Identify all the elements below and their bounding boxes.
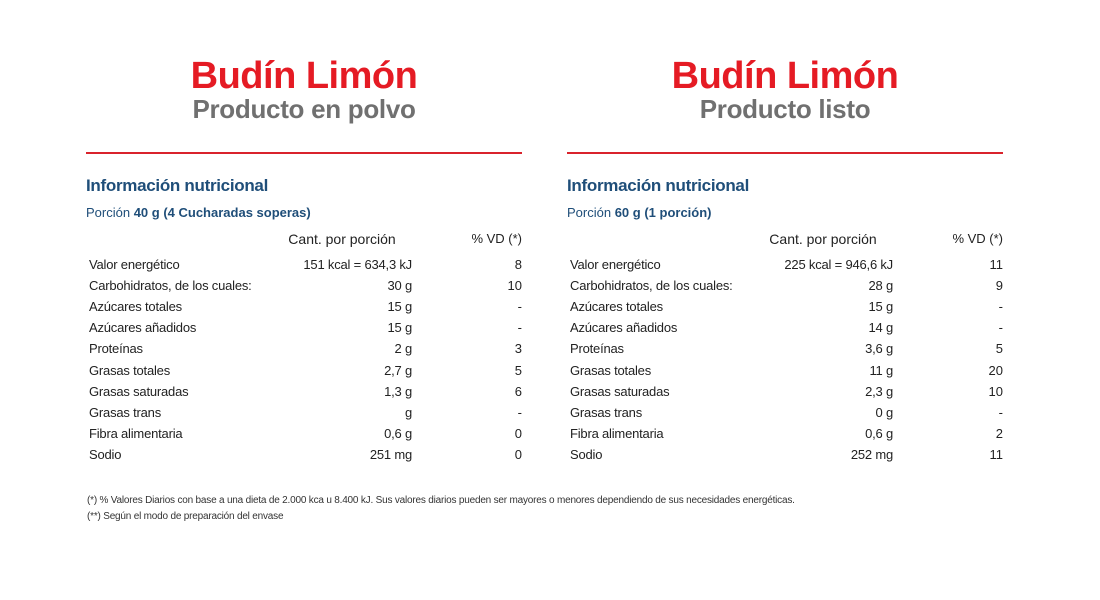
nutrient-name: Azúcares totales (89, 299, 182, 315)
nutrient-name: Valor energético (570, 257, 661, 272)
nutrient-name: Valor energético (89, 257, 180, 272)
portion-value: 40 g (4 Cucharadas soperas) (133, 205, 311, 220)
portion-line (567, 205, 712, 221)
nutrient-vd: - (998, 320, 1003, 336)
nutrient-row (567, 404, 1003, 425)
nutrient-name: Grasas totales (89, 362, 171, 378)
nutrient-name: Azúcares añadidos (570, 320, 678, 336)
nutrient-name: Azúcares totales (570, 299, 663, 315)
divider (567, 152, 1003, 154)
info-title: Información nutricional (86, 176, 269, 195)
nutrient-row (567, 425, 1003, 446)
portion-prefix: Porción (567, 205, 612, 220)
nutrient-vd: - (998, 404, 1003, 420)
nutrient-qty: 2,3 g (865, 383, 893, 399)
portion-value: 60 g (1 porción) (614, 205, 712, 220)
nutrient-vd: - (998, 299, 1003, 315)
nutrient-name: Grasas saturadas (89, 383, 189, 399)
nutrient-vd: 3 (514, 341, 522, 357)
nutrient-row (86, 277, 522, 298)
nutrient-row (567, 277, 1003, 298)
nutrient-qty: g (404, 404, 412, 420)
nutrient-name: Carbohidratos, de los cuales: (570, 278, 733, 294)
nutrient-qty: 15 g (387, 299, 412, 315)
nutrient-qty: 0,6 g (384, 425, 412, 441)
nutrient-qty: 14 g (868, 320, 893, 336)
portion-prefix: Porción (86, 205, 131, 220)
product-title: Budín Limón (190, 55, 418, 97)
nutrient-row (567, 319, 1003, 340)
nutrient-row (86, 298, 522, 319)
nutrient-vd: 6 (514, 383, 522, 399)
info-title: Información nutricional (567, 176, 750, 195)
nutrient-name: Sodio (89, 446, 122, 462)
header-vd: % VD (*) (471, 231, 522, 246)
nutrient-name: Fibra alimentaria (89, 425, 183, 441)
nutrient-vd: 10 (507, 278, 522, 294)
nutrient-qty: 151 kcal = 634,3 kJ (303, 257, 412, 272)
nutrient-vd: 10 (988, 383, 1003, 399)
nutrient-row (567, 383, 1003, 404)
nutrient-vd: 0 (514, 446, 522, 462)
nutrient-row (86, 362, 522, 383)
nutrient-vd: 5 (995, 341, 1003, 357)
nutrient-row (86, 340, 522, 361)
product-title: Budín Limón (671, 55, 899, 97)
divider (86, 152, 522, 154)
nutrient-vd: 2 (995, 425, 1003, 441)
nutrient-name: Sodio (570, 446, 603, 462)
nutrient-qty: 2,7 g (384, 362, 412, 378)
nutrient-qty: 2 g (394, 341, 412, 357)
nutrient-qty: 0,6 g (865, 425, 893, 441)
nutrient-qty: 28 g (868, 278, 893, 294)
nutrient-row (567, 298, 1003, 319)
nutrient-vd: - (517, 299, 522, 315)
product-subtitle: Producto en polvo (192, 94, 416, 124)
nutrient-vd: 0 (514, 425, 522, 441)
nutrient-name: Grasas saturadas (570, 383, 670, 399)
nutrient-qty: 251 mg (369, 446, 412, 462)
nutrient-row (567, 256, 1003, 277)
nutrient-vd: 11 (989, 257, 1003, 272)
header-vd: % VD (*) (952, 231, 1003, 246)
portion-line (86, 205, 311, 221)
nutrient-name: Grasas trans (570, 404, 643, 420)
nutrient-row (567, 340, 1003, 361)
nutrient-vd: - (517, 404, 522, 420)
nutrient-vd: 11 (989, 446, 1003, 462)
header-qty: Cant. por porción (769, 231, 877, 247)
footnote-vd: (*) % Valores Diarios con base a una dieta de 2.000 kca u 8.400 kJ. Sus valores diarios pueden ser mayores o menores dependiendo de sus necesidades energéticas. (87, 495, 795, 506)
nutrient-name: Carbohidratos, de los cuales: (89, 278, 252, 294)
nutrient-qty: 15 g (387, 320, 412, 336)
nutrient-name: Fibra alimentaria (570, 425, 664, 441)
nutrient-vd: 9 (995, 278, 1003, 294)
product-subtitle: Producto listo (699, 94, 871, 124)
nutrient-vd: - (517, 320, 522, 336)
nutrient-name: Azúcares añadidos (89, 320, 197, 336)
nutrient-qty: 1,3 g (384, 383, 412, 399)
nutrient-row (86, 256, 522, 277)
nutrient-vd: 20 (988, 362, 1003, 378)
nutrient-qty: 30 g (387, 278, 412, 294)
nutrient-row (86, 404, 522, 425)
nutrient-row (567, 362, 1003, 383)
nutrient-name: Grasas totales (570, 362, 652, 378)
nutrient-vd: 5 (514, 362, 522, 378)
nutrient-qty: 0 g (875, 404, 893, 420)
nutrient-row (86, 425, 522, 446)
nutrient-qty: 225 kcal = 946,6 kJ (784, 257, 893, 272)
footnotes (87, 493, 795, 525)
nutrient-row (86, 319, 522, 340)
nutrient-qty: 3,6 g (865, 341, 893, 357)
nutrient-name: Proteínas (89, 341, 143, 357)
nutrient-name: Proteínas (570, 341, 624, 357)
nutrient-qty: 252 mg (850, 446, 893, 462)
footnote-preparation: (**) Según el modo de preparación del envase (87, 511, 284, 522)
nutrient-row (567, 446, 1003, 467)
header-qty: Cant. por porción (288, 231, 396, 247)
nutrient-name: Grasas trans (89, 404, 162, 420)
nutrient-vd: 8 (514, 257, 522, 272)
nutrient-qty: 15 g (868, 299, 893, 315)
nutrient-row (86, 383, 522, 404)
nutrient-qty: 11 g (869, 362, 893, 378)
nutrient-row (86, 446, 522, 467)
